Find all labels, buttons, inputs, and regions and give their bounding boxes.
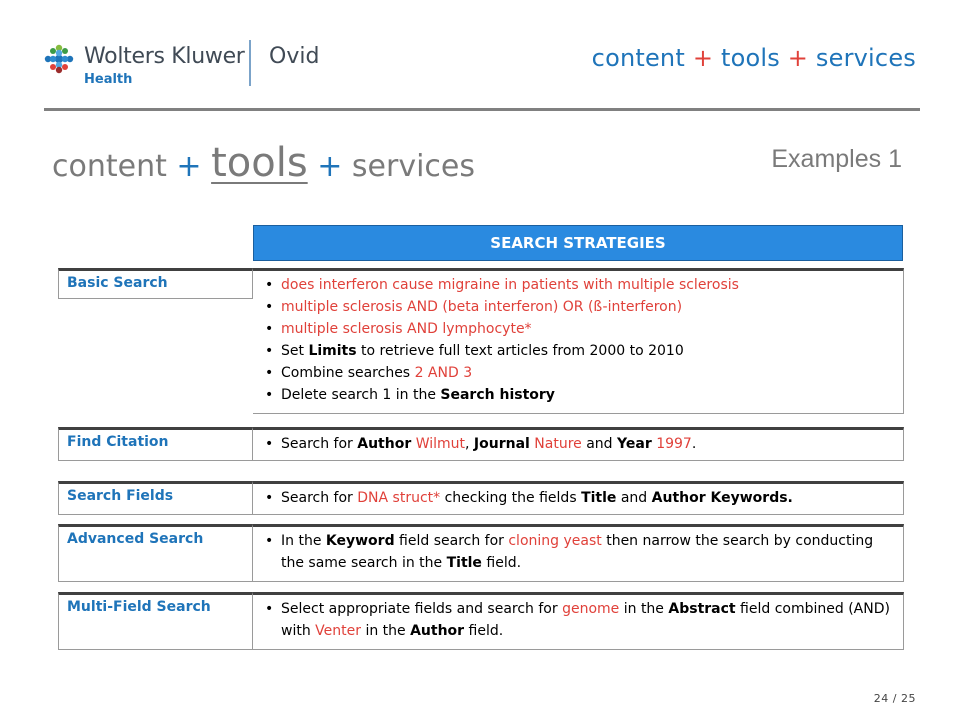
strategy-row-find-citation <box>58 427 904 461</box>
tagline-plus: + <box>692 44 714 72</box>
page-current: 24 <box>873 692 889 705</box>
title-services: services <box>351 149 476 184</box>
row-content <box>253 524 904 582</box>
tagline-plus: + <box>787 44 809 72</box>
row-label: Multi-Field Search <box>58 592 253 650</box>
page-number <box>874 692 916 705</box>
header-rule <box>44 108 920 111</box>
tagline-services: services <box>815 44 916 72</box>
list-item: • multiple sclerosis AND (beta interferon) OR (ß-interferon) <box>261 296 895 318</box>
list-item: • Set Limits to retrieve full text articles from 2000 to 2010 <box>261 340 895 362</box>
wolters-kluwer-logo-icon <box>44 44 74 74</box>
strategy-row-search-fields <box>58 481 904 515</box>
row-content <box>253 427 904 461</box>
examples-label: Examples 1 <box>771 145 902 173</box>
brand-name: Wolters Kluwer <box>84 44 245 69</box>
list-item: • Search for DNA struct* checking the fields Title and Author Keywords. <box>261 487 895 509</box>
strategy-row-basic-search <box>58 268 904 414</box>
logo-divider <box>249 40 251 86</box>
list-item: • Select appropriate fields and search for genome in the Abstract field combined (AND) with Venter in the Author field. <box>261 598 895 642</box>
title-content: content <box>52 149 167 184</box>
row-label: Search Fields <box>58 481 253 515</box>
header-tagline <box>592 44 916 72</box>
list-item: • does interferon cause migraine in patients with multiple sclerosis <box>261 274 895 296</box>
list-item: • In the Keyword field search for cloning yeast then narrow the search by conducting the same search in the Title field. <box>261 530 895 574</box>
row-content <box>253 481 904 515</box>
title-plus: + <box>176 149 202 184</box>
strategy-row-advanced-search <box>58 524 904 582</box>
list-item: • multiple sclerosis AND lymphocyte* <box>261 318 895 340</box>
tagline-content: content <box>591 44 685 72</box>
tagline-tools: tools <box>720 44 780 72</box>
row-content <box>253 268 904 414</box>
row-label: Advanced Search <box>58 524 253 582</box>
search-strategies-header: SEARCH STRATEGIES <box>253 225 903 261</box>
strategy-row-multi-field-search <box>58 592 904 650</box>
brand-sub: Health <box>84 72 133 87</box>
title-plus: + <box>317 149 343 184</box>
list-item: • Search for Author Wilmut, Journal Nature and Year 1997. <box>261 433 895 455</box>
row-label: Basic Search <box>58 268 253 299</box>
page-total: 25 <box>901 692 916 705</box>
list-item: • Combine searches 2 AND 3 <box>261 362 895 384</box>
product-name: Ovid <box>269 44 320 69</box>
row-content <box>253 592 904 650</box>
row-label: Find Citation <box>58 427 253 461</box>
list-item: • Delete search 1 in the Search history <box>261 384 895 406</box>
page-title <box>52 140 475 186</box>
page-sep: / <box>892 692 897 705</box>
title-tools: tools <box>211 140 308 186</box>
